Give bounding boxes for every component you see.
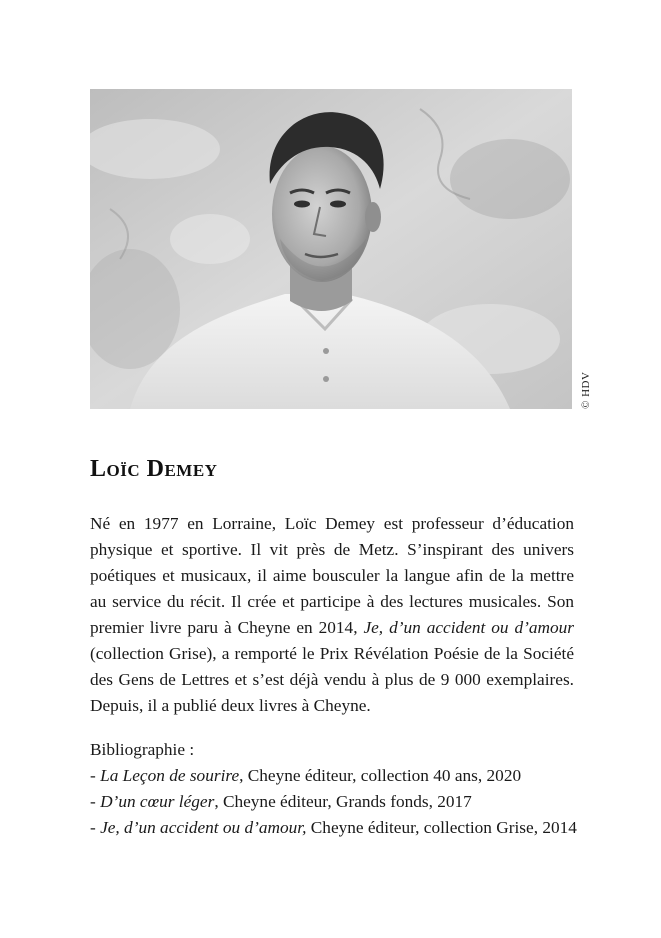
bibliography-item-details: , Cheyne éditeur, collection 40 ans, 2020 bbox=[239, 766, 522, 785]
bio-book-title: Je, d’un accident ou d’amour bbox=[363, 618, 574, 637]
bibliography-item bbox=[90, 789, 590, 815]
bibliography-item-title: D’un cœur léger bbox=[100, 792, 215, 811]
bibliography-item-details: Cheyne éditeur, collection Grise, 2014 bbox=[306, 818, 577, 837]
bibliography-item-title: La Leçon de sourire bbox=[100, 766, 240, 785]
bio-text-part-2: (collection Grise), a remporté le Prix Révélation Poésie de la Société des Gens de Lettres et s’est déjà vendu à plus de 9 000 exemplaires. Depuis, il a publié deux livres à Cheyne. bbox=[90, 644, 574, 715]
bibliography-item bbox=[90, 763, 590, 789]
bibliography-item bbox=[90, 815, 590, 841]
portrait-illustration bbox=[90, 89, 572, 409]
author-biography bbox=[90, 511, 574, 719]
bibliography-heading: Bibliographie : bbox=[90, 740, 195, 759]
bibliography bbox=[90, 737, 590, 841]
photo-credit: © HDV bbox=[580, 371, 592, 409]
bibliography-item-details: , Cheyne éditeur, Grands fonds, 2017 bbox=[214, 792, 472, 811]
bibliography-item-title: Je, d’un accident ou d’amour, bbox=[100, 818, 307, 837]
author-name: Loïc Demey bbox=[90, 456, 218, 482]
bio-text-part-1: Né en 1977 en Lorraine, Loïc Demey est professeur d’éducation physique et sportive. Il vit près de Metz. S’inspirant des univers poétiques et musicaux, il aime bousculer la langue afin de la mettre au service du récit. Il crée et participe à des lectures musicales. Son premier livre paru à Cheyne en 2014, bbox=[90, 514, 574, 637]
bibliography-item-prefix: - bbox=[90, 766, 101, 785]
author-photo bbox=[90, 89, 572, 409]
bibliography-item-prefix: - bbox=[90, 818, 101, 837]
bibliography-item-prefix: - bbox=[90, 792, 101, 811]
